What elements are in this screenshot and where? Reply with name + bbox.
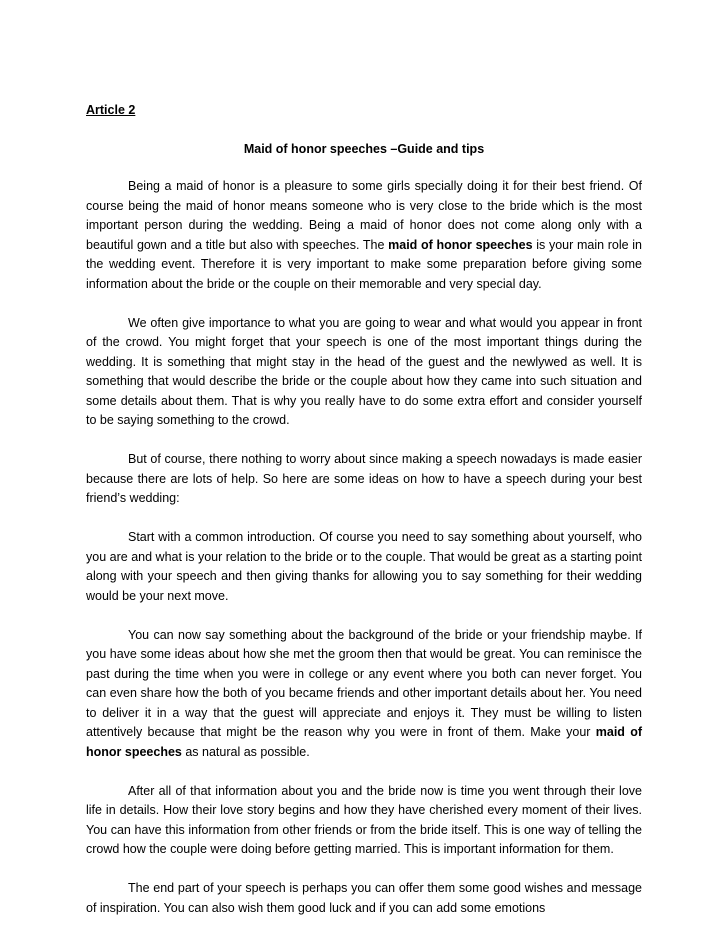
paragraph-text: After all of that information about you and the bride now is time you went through their love life in details. How their love story begins and how they have cherished every moment of their lives. You can have this information from other friends or from the bride itself. This is one way of telling the crowd how the couple were doing before getting married. This is important information for them. [86,783,642,856]
document-title: Maid of honor speeches –Guide and tips [243,141,485,156]
paragraph-text: But of course, there nothing to worry about since making a speech nowadays is made easier because there are lots of help. So here are some ideas on how to have a speech during your best friend’s wedding: [86,452,642,505]
paragraph-text: Being a maid of honor is a pleasure to some girls specially doing it for their best friend. Of course being the maid of honor means someone who is very close to the bride which is the most important person during the wedding. Being a maid of honor does not come along only with a beautiful gown and a title but also with speeches. The [86,179,642,252]
paragraph-4 [86,528,642,606]
paragraph-text: You can now say something about the background of the bride or your friendship maybe. If you have some ideas about how she met the groom then that would be great. You can reminisce the past during the time when you were in college or any event where you both can never forget. You can even share how the both of you became friends and other important details about her. You need to deliver it in a way that the guest will appreciate and enjoys it. They must be willing to listen attentively because that might be the reason why you were in front of them. Make your [86,627,642,739]
paragraph-text: is your main role in the wedding event. Therefore it is very important to make some preparation before giving some information about the bride or the couple on their memorable and very special day. [86,237,643,291]
bold-phrase: maid of honor speeches [388,237,533,252]
paragraph-text: as natural as possible. [181,744,310,759]
article-label: Article 2 [86,103,136,117]
document-page [86,101,642,938]
bold-phrase: maid of honor speeches [86,725,643,759]
paragraph-6 [86,782,642,860]
paragraph-3 [86,450,642,509]
paragraph-text: Start with a common introduction. Of course you need to say something about yourself, who you are and what is your relation to the bride or to the couple. That would be great as a starting point along with your speech and then giving thanks for allowing you to say something for their wedding would be your next move. [86,530,642,603]
paragraph-7 [86,879,642,918]
paragraph-1 [86,177,642,294]
paragraph-2 [86,314,642,431]
paragraph-text: We often give importance to what you are going to wear and what would you appear in front of the crowd. You might forget that your speech is one of the most important things during the wedding. It is something that might stay in the head of the guest and the newlywed as well. It is something that would describe the bride or the couple about how they came into such situation and some details about them. That is why you really have to do some extra effort and consider yourself to be saying something to the crowd. [86,315,642,427]
paragraph-text: The end part of your speech is perhaps you can offer them some good wishes and message of inspiration. You can also wish them good luck and if you can add some emotions [86,881,642,915]
paragraph-5 [86,626,642,763]
